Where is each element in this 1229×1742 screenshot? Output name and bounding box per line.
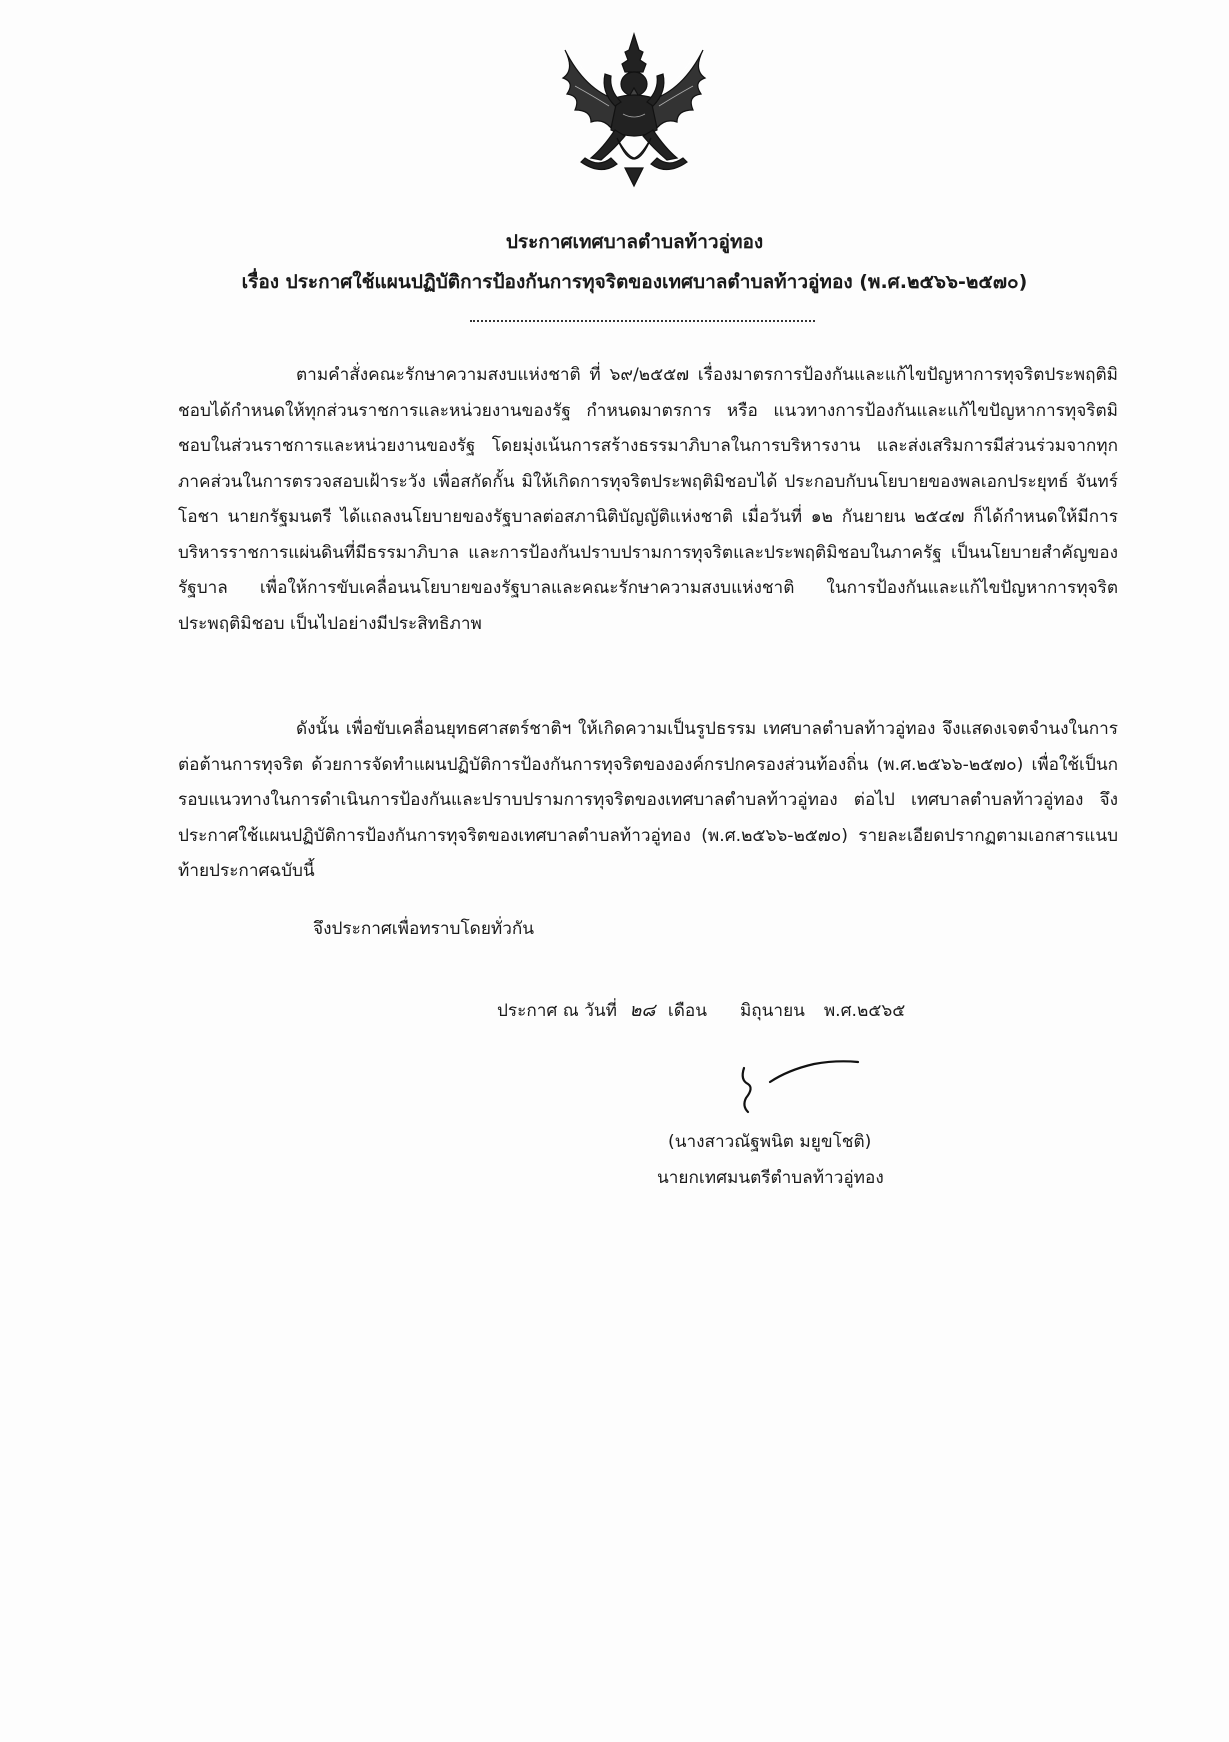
- separator-line: [470, 314, 815, 322]
- closing-line: จึงประกาศเพื่อทราบโดยทั่วกัน: [313, 919, 535, 939]
- announcement-title: ประกาศเทศบาลตำบลท้าวอู่ทอง: [505, 231, 764, 253]
- signer-name: (นางสาวณัฐพนิต มยูขโชติ): [668, 1132, 872, 1152]
- announcement-subject: เรื่อง ประกาศใช้แผนปฏิบัติการป้องกันการทุจริตของเทศบาลตำบลท้าวอู่ทอง (พ.ศ.๒๕๖๖-๒๕๗๐): [241, 271, 1028, 293]
- date-month-label: เดือน: [667, 1001, 707, 1021]
- garuda-emblem: [545, 30, 723, 190]
- handwritten-signature: [718, 1050, 868, 1120]
- signer-position: นายกเทศมนตรีตำบลท้าวอู่ทอง: [657, 1168, 884, 1188]
- body-paragraph-1: ตามคำสั่งคณะรักษาความสงบแห่งชาติ ที่ ๖๙/๒๕๕๗ เรื่องมาตรการป้องกันและแก้ไขปัญหาการทุจริตประพฤติมิชอบได้กำหนดให้ทุกส่วนราชการและหน่วยงานของรัฐ กำหนดมาตรการ หรือ แนวทางการป้องกันและแก้ไขปัญหาการทุจริตมิชอบในส่วนราชการและหน่วยงานของรัฐ โดยมุ่งเน้นการสร้างธรรมาภิบาลในการบริหารงาน และส่งเสริมการมีส่วนร่วมจากทุกภาคส่วนในการตรวจสอบเฝ้าระวัง เพื่อสกัดกั้น มิให้เกิดการทุจริตประพฤติมิชอบได้ ประกอบกับนโยบายของพลเอกประยุทธ์ จันทร์โอชา นายกรัฐมนตรี ได้แถลงนโยบายของรัฐบาลต่อสภานิติบัญญัติแห่งชาติ เมื่อวันที่ ๑๒ กันยายน ๒๕๔๗ ก็ได้กำหนดให้มีการบริหารราชการแผ่นดินที่มีธรรมาภิบาล และการป้องกันปราบปรามการทุจริตและประพฤติมิชอบในภาครัฐ เป็นนโยบายสำคัญของรัฐบาล เพื่อให้การขับเคลื่อนนโยบายของรัฐบาลและคณะรักษาความสงบแห่งชาติ ในการป้องกันและแก้ไขปัญหาการทุจริตประพฤติมิชอบ เป็นไปอย่างมีประสิทธิภาพ: [178, 365, 1118, 634]
- announcement-date: [497, 995, 905, 1027]
- date-year: พ.ศ.๒๕๖๕: [823, 1001, 906, 1021]
- date-prefix: ประกาศ ณ วันที่: [497, 1001, 617, 1021]
- date-month: มิถุนายน: [739, 1001, 805, 1021]
- body-paragraph-2: ดังนั้น เพื่อขับเคลื่อนยุทธศาสตร์ชาติฯ ให้เกิดความเป็นรูปธรรม เทศบาลตำบลท้าวอู่ทอง จึงแสดงเจตจำนงในการต่อต้านการทุจริต ด้วยการจัดทำแผนปฏิบัติการป้องกันการทุจริตขององค์กรปกครองส่วนท้องถิ่น (พ.ศ.๒๕๖๖-๒๕๗๐) เพื่อใช้เป็นกรอบแนวทางในการดำเนินการป้องกันและปราบปรามการทุจริตของเทศบาลตำบลท้าวอู่ทอง ต่อไป เทศบาลตำบลท้าวอู่ทอง จึงประกาศใช้แผนปฏิบัติการป้องกันการทุจริตของเทศบาลตำบลท้าวอู่ทอง (พ.ศ.๒๕๖๖-๒๕๗๐) รายละเอียดปรากฏตามเอกสารแนบท้ายประกาศฉบับนี้: [178, 719, 1118, 881]
- date-day: ๒๘: [629, 1000, 656, 1021]
